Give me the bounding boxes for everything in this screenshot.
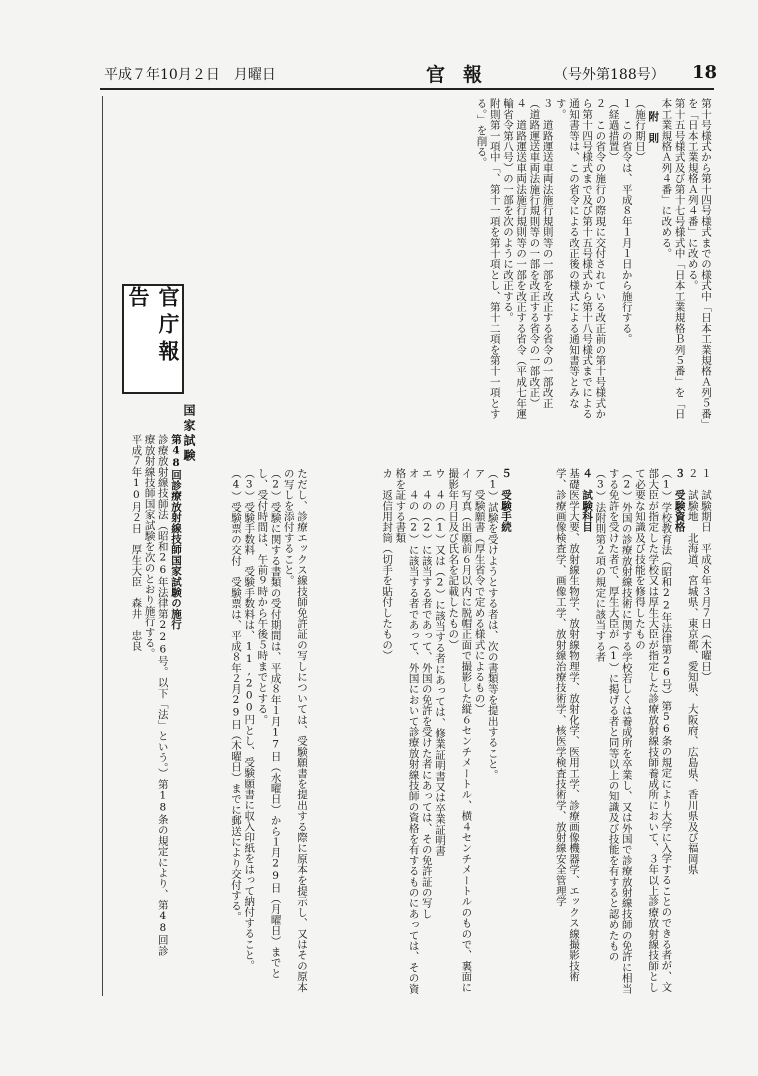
- text-paragraph: ２ 試験地 北海道、宮城県、東京都、愛知県、大阪府、広島県、香川県及び福岡県: [686, 468, 699, 875]
- text-paragraph: （1）試験を受けようとする者は、次の書類等を提出すること。: [486, 468, 499, 780]
- text-paragraph: 第十号様式から第十四号様式までの様式中「日本工業規格Ａ列５番」を「日本工業規格Ａ列４番」に改める。: [686, 98, 712, 425]
- column-rule: [102, 96, 103, 996]
- text-paragraph: ウ ４の（1）又は（2）に該当する者にあっては、修業証明書又は卒業証明書: [433, 468, 446, 857]
- text-paragraph: （3）法附則第２項の規定に該当する者: [594, 468, 607, 663]
- text-paragraph: 診療放射線技師法（昭和26年法律第226号。以下「法」という。）第18条の規定により、第48回診療放射線技師国家試験を次のとおり施行する。: [143, 434, 169, 956]
- text-heading: ３ 受験資格: [673, 468, 686, 533]
- text-paragraph: （4）受験票の交付 受験票は、平成８年２月29日（木曜日）までに郵送により交付する。: [229, 468, 242, 922]
- bottom-right-block: [520, 468, 712, 998]
- national-exam-label: 国家試験: [182, 404, 196, 464]
- gazette-title: 官報: [426, 64, 501, 86]
- government-reports-title: 官庁報告: [122, 284, 184, 394]
- text-paragraph: （3）受験手数料 受験手数料は、11,200円とし、受験願書に収入印紙をはって納付すること。: [243, 468, 256, 971]
- text-paragraph: 第十五号様式及び第十七号様式中「日本工業規格Ｂ列５番」を「日本工業規格Ａ列４番」に改める。: [660, 98, 686, 419]
- top-right-block: [104, 98, 712, 428]
- text-heading: ５ 受験手続: [500, 468, 512, 533]
- bottom-left-block: [190, 468, 308, 998]
- bottom-middle-block: [312, 468, 512, 998]
- page-number: 18: [692, 62, 718, 83]
- text-paragraph: １ 試験期日 平成８年３月７日（木曜日）: [700, 468, 712, 682]
- text-heading: 附 則: [647, 110, 660, 143]
- text-paragraph: ２ この省令の施行の際現に交付されている改正前の第十号様式から第十四号様式まで及び第十五号様式から第十八号様式までによる通知書等は、この省令による改正後の様式による通知書等とみなす。: [554, 98, 607, 419]
- text-paragraph: 基礎医学大要、放射線生物学、放射線物理学、放射化学、医用工学、診療画像機器学、エックス線撮影技術学、診療画像検査学、画像工学、放射線治療技術学、核医学検査技術学、放射線安全管理学: [554, 468, 580, 982]
- text-paragraph: （2）受験に関する書類の受付期間は、平成８年１月17日（水曜日）から１月29日（月曜日）までとし、受付時間は、午前９時から午後５時までとする。: [256, 468, 282, 979]
- text-paragraph: ア 受験願書（厚生省令で定める様式によるもの）: [473, 468, 486, 715]
- page-header: [96, 60, 716, 86]
- text-paragraph: （経過措置）: [607, 98, 620, 163]
- text-paragraph: ただし、診療エックス線技師免許証の写しについては、受験願書を提出する際に原本を提示し、又はその原本の写しを添付すること。: [282, 468, 308, 993]
- text-paragraph: ４ 道路運送車両法施行規則等の一部を改正する省令（平成七年運輸省令第八号）の一部を次のように改正する。: [501, 98, 528, 419]
- text-paragraph: （道路運送車両法施行規則等の一部を改正する省令の一部改正）: [528, 98, 541, 409]
- header-rule: [100, 88, 714, 90]
- text-paragraph: （1）学校教育法（昭和22年法律第26号）第56条の規定により大学に入学することのできる者が、文部大臣が指定した学校又は厚生大臣が指定した診療放射線技師養成所において、３年以上診療放射線技師として必要な知識及び技能を修得したもの: [633, 468, 673, 993]
- text-paragraph: ３ 道路運送車両法施行規則等の一部を改正する省令の一部改正: [541, 98, 554, 409]
- notice-title: 第48回診療放射線技師国家試験の施行: [170, 434, 182, 630]
- text-paragraph: 附則第一項中「、第十一項を第十項とし、第十二項を第十一項とする。」を削る。: [475, 98, 501, 419]
- text-paragraph: エ ４の（2）に該当する者であって、外国の免許を受けた者にあっては、その免許証の写し: [420, 468, 433, 919]
- issue-number: （号外第188号）: [554, 67, 665, 83]
- text-paragraph: （2）外国の診療放射線技術に関する学校若しくは養成所を卒業し、又は外国で診療放射線技師の免許に相当する免許を受けた者で、厚生大臣が（1）に掲げる者と同等以上の知識及び技能を有すると認めたもの: [607, 468, 633, 994]
- text-paragraph: イ 写真（出願前６月以内に脱帽正面で撮影した縦６センチメートル、横４センチメートルのもので、裏面に撮影年月日及び氏名を記載したもの）: [447, 468, 473, 993]
- issue-date: 平成７年10月２日 月曜日: [104, 67, 276, 83]
- text-paragraph: １ この省令は、平成８年１月１日から施行する。: [620, 98, 633, 345]
- notice-date: 平成７年10月２日 厚生大臣 森井 忠良: [130, 434, 143, 651]
- exam-notice: [54, 434, 182, 964]
- text-paragraph: カ 返信用封筒（切手を貼付したもの）: [381, 468, 394, 661]
- text-heading: ４ 試験科目: [581, 468, 594, 533]
- text-paragraph: オ ４の（2）に該当する者であって、外国において診療放射線技師の資格を有するものにあっては、その資格を証する書類: [394, 468, 420, 994]
- text-paragraph: （施行期日）: [633, 98, 646, 163]
